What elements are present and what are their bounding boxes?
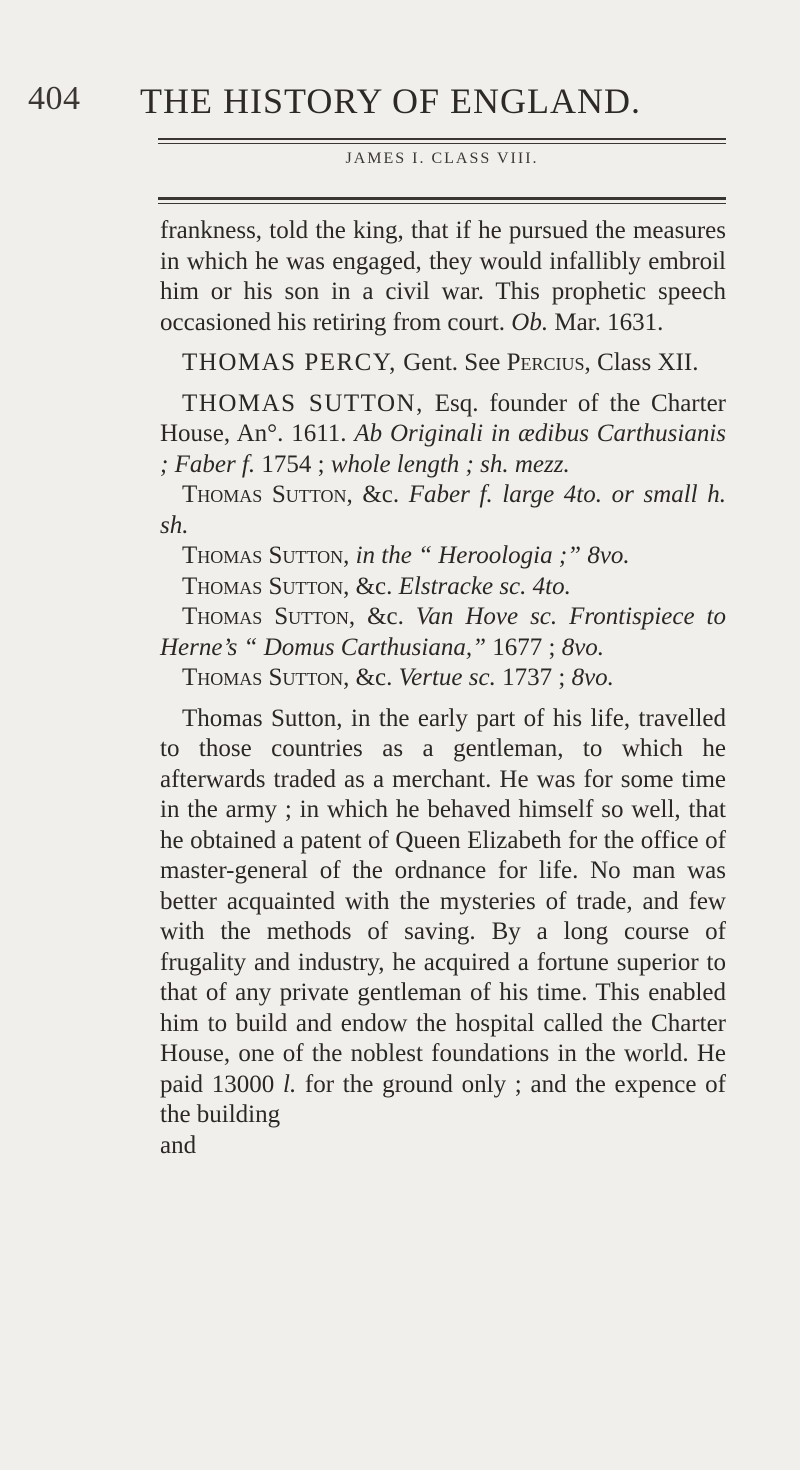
portrait-entry-vertue: Thomas Sutton, &c. Vertue sc. 1737 ; 8vo. bbox=[182, 664, 614, 691]
portrait-entry-heroologia: Thomas Sutton, in the “ Heroologia ;” 8vo. bbox=[182, 542, 630, 569]
header-rule-top-thin bbox=[158, 143, 726, 144]
header-rule-bottom-thin bbox=[158, 203, 726, 204]
paragraph-sutton-biography: Thomas Sutton, in the early part of his life, travelled to those countries as a gentleman, to which he afterwards traded as a merchant. He was for some time in the army ; in which he behaved himself so well, that he obtained a patent of Queen Elizabeth for the office of master-general of the ordnance for life. No man was better acquainted with the mysteries of trade, and few with the methods of saving. By a long course of frugality and industry, he acquired a fortune superior to that of any private gentleman of his time. This enabled him to build and endow the hospital called the Charter House, one of the noblest foundations in the world. He paid 13000 l. for the ground only ; and the expence of the building bbox=[160, 704, 726, 1128]
catchword: and bbox=[160, 1131, 197, 1159]
paragraph-frankness: frankness, told the king, that if he pursued the measures in which he was engaged, they would infallibly embroil him or his son in a civil war. This prophetic speech occasioned his retiring from court. Ob. Mar. 1631. bbox=[160, 217, 726, 336]
portrait-entry-van-hove: Thomas Sutton, &c. Van Hove sc. Frontispiece to Herne’s “ Domus Carthusiana,” 1677 ; 8vo. bbox=[160, 603, 726, 661]
section-header: JAMES I. CLASS VIII. bbox=[345, 150, 539, 167]
page-number: 404 bbox=[28, 80, 81, 117]
entry-thomas-sutton: THOMAS SUTTON, Esq. founder of the Charter House, An°. 1611. Ab Originali in ædibus Carthusianis ; Faber f. 1754 ; whole length ; sh. mezz. bbox=[160, 389, 726, 478]
entry-thomas-percy: THOMAS PERCY, Gent. See Percius, Class XII. bbox=[182, 349, 699, 376]
header-rule-bottom bbox=[158, 197, 726, 200]
portrait-entry-elstracke: Thomas Sutton, &c. Elstracke sc. 4to. bbox=[182, 572, 571, 600]
running-head bbox=[0, 80, 800, 130]
header-rule-top bbox=[158, 138, 726, 140]
portrait-entry-faber: Thomas Sutton, &c. Faber f. large 4to. or small h. sh. bbox=[160, 481, 726, 539]
main-text bbox=[160, 216, 726, 1161]
running-title: THE HISTORY OF ENGLAND. bbox=[140, 81, 642, 121]
